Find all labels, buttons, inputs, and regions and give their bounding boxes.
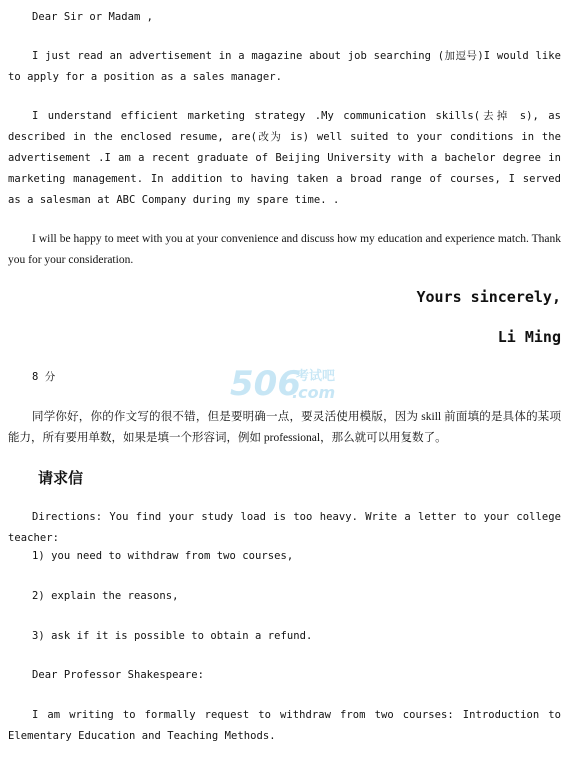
signature: Li Ming [497,328,561,346]
salutation-letter2: Dear Professor Shakespeare: [32,669,205,681]
letter1-paragraph-2: I understand efficient marketing strategy .My communication skills(去掉 s), as described in the enclosed resume, are(改为 is) well suited to your conditions in the advertisement .I am a recent graduate of Beijing University with a bachelor degree in marketing management. In addition to having taken a broad range of courses, I served as a salesman at ABC Company during my spare time. . [8,110,561,206]
watermark-brand-en: .com [292,383,336,402]
closing: Yours sincerely, [416,288,561,306]
task-item-1: 1) you need to withdraw from two courses, [32,550,294,562]
score: 8 分 [32,371,56,383]
watermark-logo [226,360,356,404]
letter1-paragraph-3: I will be happy to meet with you at your convenience and discuss how my education and experience match. Thank you for your consideration. [8,233,561,266]
teacher-comment: 同学你好，你的作文写的很不错，但是要明确一点，要灵活使用模版，因为 skill 前面填的是具体的某项能力，所有要用单数，如果是填一个形容词，例如 professional，那么就可以用复数了。 [8,411,561,444]
section-heading: 请求信 [38,469,84,487]
letter1-paragraph-1: I just read an advertisement in a magazine about job searching (加逗号)I would like to apply for a position as a sales manager. [8,50,561,83]
letter2-paragraph-1: I am writing to formally request to withdraw from two courses: Introduction to Elementary Education and Teaching Methods. [8,709,561,742]
watermark-number: 506 [230,364,301,404]
directions: Directions: You find your study load is too heavy. Write a letter to your college teacher: [8,511,561,544]
watermark-brand-cn: 考试吧 [296,369,336,384]
salutation-letter1: Dear Sir or Madam , [32,11,154,23]
task-item-2: 2) explain the reasons, [32,590,179,602]
task-item-3: 3) ask if it is possible to obtain a refund. [32,630,313,642]
